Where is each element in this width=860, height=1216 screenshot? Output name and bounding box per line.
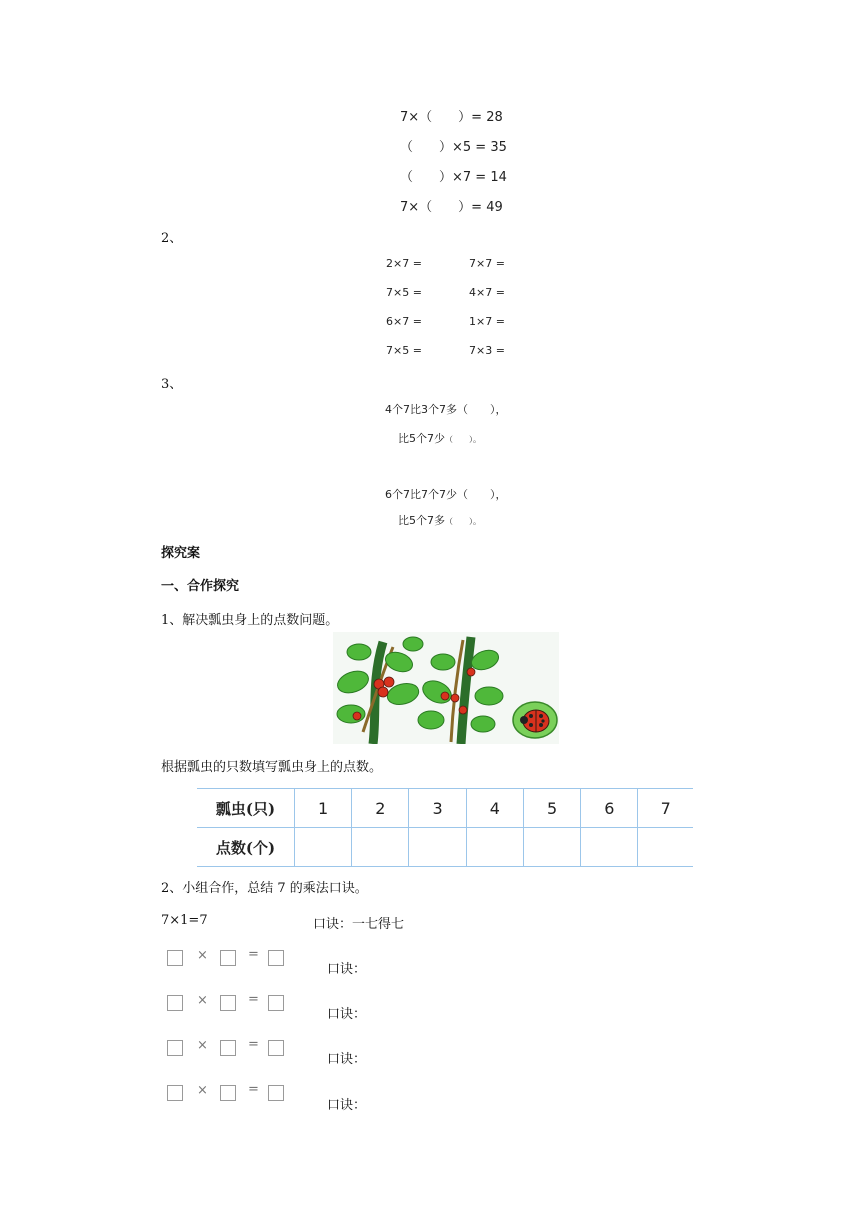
times-sign: × xyxy=(197,948,208,963)
factor-box[interactable] xyxy=(220,1040,236,1056)
count-cell: 4 xyxy=(466,789,523,828)
calc-left-2: 7×5 = xyxy=(386,286,422,299)
count-cell: 3 xyxy=(409,789,466,828)
count-cell: 6 xyxy=(581,789,638,828)
equals-sign: = xyxy=(248,1082,259,1097)
answer-cell[interactable] xyxy=(523,828,580,867)
row-label-ladybugs: 瓢虫(只) xyxy=(197,789,295,828)
compare-q1-text: 比5个7少 xyxy=(398,432,445,445)
factor-box[interactable] xyxy=(167,1085,183,1101)
factor-box[interactable] xyxy=(220,1085,236,1101)
compare-q2-line1: 6个7比7个7少（ ）， xyxy=(385,488,507,501)
factor-box[interactable] xyxy=(167,1040,183,1056)
compare-q1-line1: 4个7比3个7多（ ）， xyxy=(385,403,507,416)
equals-sign: = xyxy=(248,992,259,1007)
product-box[interactable] xyxy=(268,1085,284,1101)
calc-left-1: 2×7 = xyxy=(386,257,422,270)
table-row-ladybugs xyxy=(197,789,693,828)
answer-cell[interactable] xyxy=(581,828,638,867)
section-3-number: 3、 xyxy=(161,377,183,392)
factor-box[interactable] xyxy=(220,950,236,966)
answer-cell[interactable] xyxy=(409,828,466,867)
calc-left-3: 6×7 = xyxy=(386,315,422,328)
product-box[interactable] xyxy=(268,1040,284,1056)
product-box[interactable] xyxy=(268,950,284,966)
compare-q1-line2 xyxy=(398,430,481,446)
calc-left-4: 7×5 = xyxy=(386,344,422,357)
answer-cell[interactable] xyxy=(638,828,693,867)
calc-right-2: 4×7 = xyxy=(469,286,505,299)
ladybug-dot-table xyxy=(197,788,693,867)
product-box[interactable] xyxy=(268,995,284,1011)
inquiry-subtitle: 一、合作探究 xyxy=(161,579,240,594)
calc-right-1: 7×7 = xyxy=(469,257,505,270)
section-2-number: 2、 xyxy=(161,231,183,246)
count-cell: 5 xyxy=(523,789,580,828)
equation-4: 7×（ ）= 49 xyxy=(400,200,503,215)
inquiry-title: 探究案 xyxy=(161,546,201,561)
calc-right-3: 1×7 = xyxy=(469,315,505,328)
compare-q2-blank: （ ）。 xyxy=(445,517,481,526)
answer-cell[interactable] xyxy=(295,828,352,867)
compare-q2-line2 xyxy=(398,512,481,528)
calc-right-4: 7×3 = xyxy=(469,344,505,357)
equation-3: （ ）×7 = 14 xyxy=(400,170,507,185)
times-sign: × xyxy=(197,993,208,1008)
factor-box[interactable] xyxy=(220,995,236,1011)
factor-box[interactable] xyxy=(167,950,183,966)
equals-sign: = xyxy=(248,947,259,962)
times-sign: × xyxy=(197,1083,208,1098)
compare-q2-text: 比5个7多 xyxy=(398,514,445,527)
table-row-dots xyxy=(197,828,693,867)
question-2: 2、小组合作，总结 7 的乘法口诀。 xyxy=(161,881,368,896)
rhyme-label: 口诀： xyxy=(327,962,367,977)
times-sign: × xyxy=(197,1038,208,1053)
count-cell: 7 xyxy=(638,789,693,828)
equation-1: 7×（ ）= 28 xyxy=(400,110,503,125)
compare-q1-blank: （ ）。 xyxy=(445,435,481,444)
example-equation: 7×1=7 xyxy=(161,913,208,928)
count-cell: 2 xyxy=(352,789,409,828)
equation-2: （ ）×5 = 35 xyxy=(400,140,507,155)
equals-sign: = xyxy=(248,1037,259,1052)
rhyme-label: 口诀： xyxy=(327,1007,367,1022)
row-label-dots: 点数(个) xyxy=(197,828,295,867)
rhyme-label: 口诀： xyxy=(327,1052,367,1067)
example-rhyme: 口诀：一七得七 xyxy=(313,917,405,932)
factor-box[interactable] xyxy=(167,995,183,1011)
ladybug-vine-illustration xyxy=(333,632,559,744)
answer-cell[interactable] xyxy=(466,828,523,867)
question-1: 1、解决瓢虫身上的点数问题。 xyxy=(161,613,339,628)
answer-cell[interactable] xyxy=(352,828,409,867)
table-instruction: 根据瓢虫的只数填写瓢虫身上的点数。 xyxy=(161,760,383,775)
count-cell: 1 xyxy=(295,789,352,828)
rhyme-label: 口诀： xyxy=(327,1098,367,1113)
